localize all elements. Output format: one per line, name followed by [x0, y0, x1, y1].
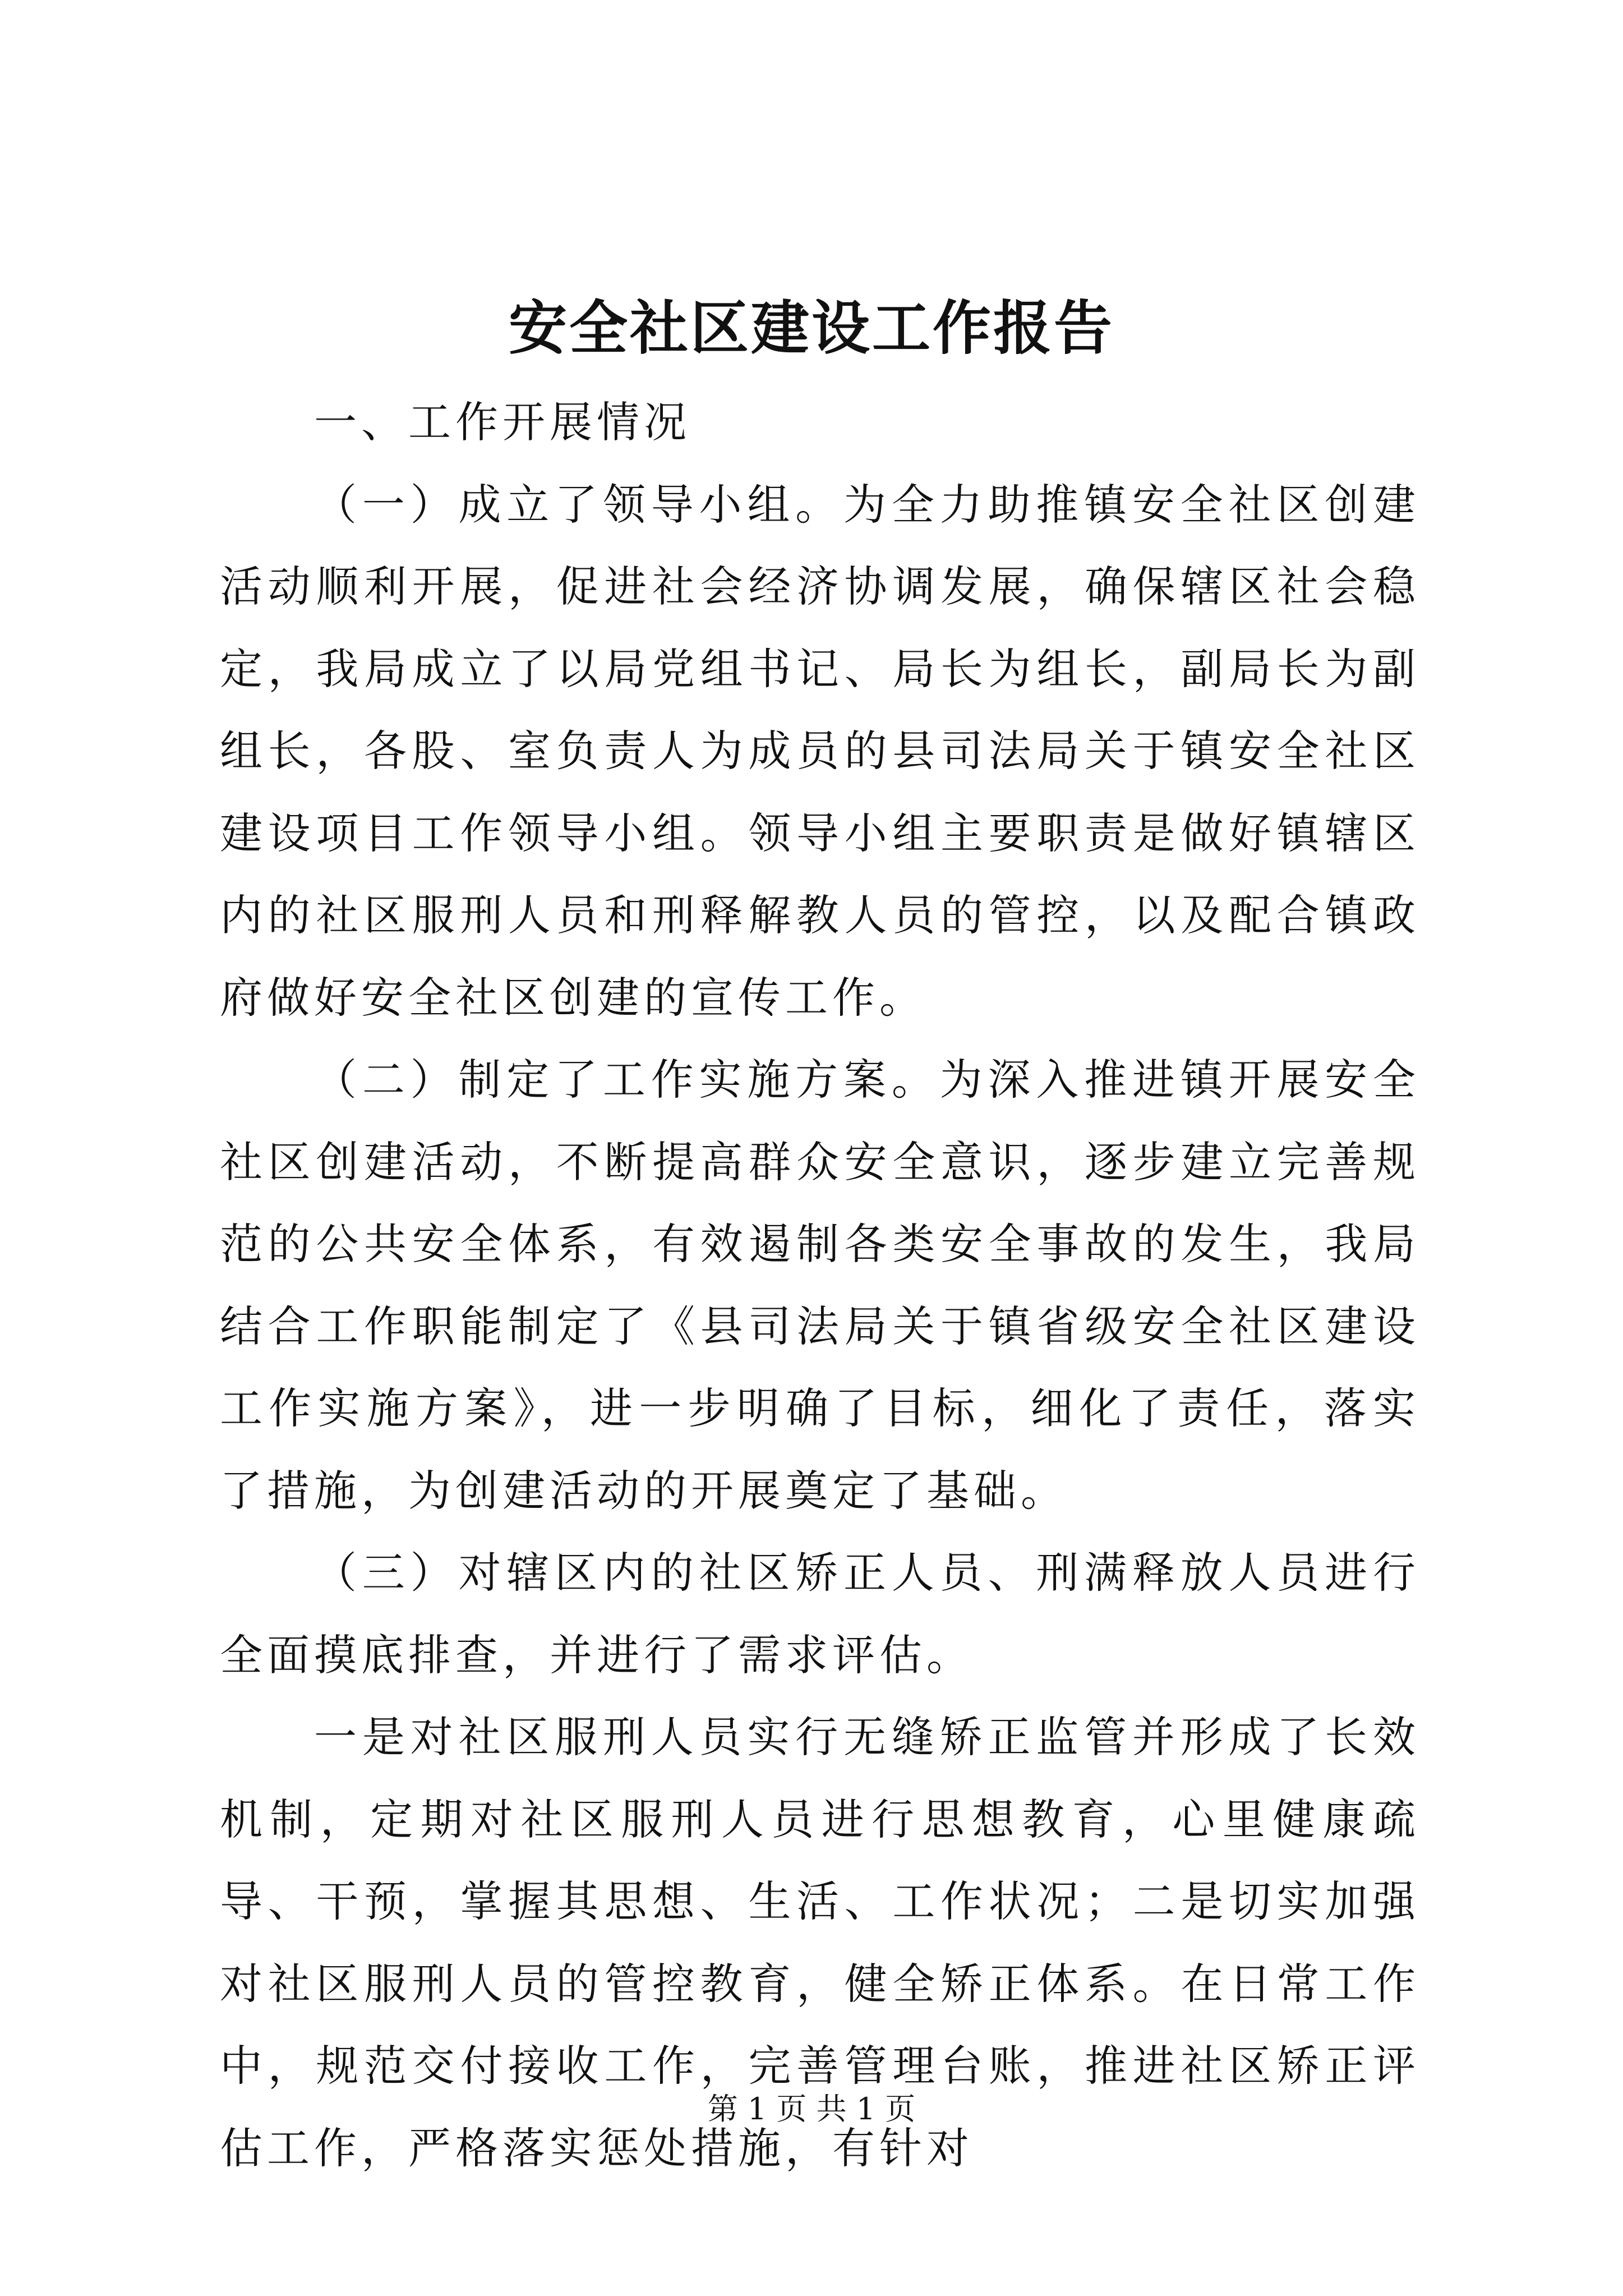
paragraph-4: 一是对社区服刑人员实行无缝矫正监管并形成了长效机制，定期对社区服刑人员进行思想教育，心里健康疏导、干预，掌握其思想、生活、工作状况；二是切实加强对社区服刑人员的管控教育，健全矫正体系。在日常工作中，规范交付接收工作，完善管理台账，推进社区矫正评估工作，严格落实惩处措施，有针对	[220, 1712, 1420, 2173]
paragraph-1: （一）成立了领导小组。为全力助推镇安全社区创建活动顺利开展，促进社会经济协调发展，确保辖区社会稳定，我局成立了以局党组书记、局长为组长，副局长为副组长，各股、室负责人为成员的县司法局关于镇安全社区建设项目工作领导小组。领导小组主要职责是做好镇辖区内的社区服刑人员和刑释解教人员的管控，以及配合镇政府做好安全社区创建的宣传工作。	[220, 479, 1420, 1023]
paragraph-2: （二）制定了工作实施方案。为深入推进镇开展安全社区创建活动，不断提高群众安全意识，逐步建立完善规范的公共安全体系，有效遏制各类安全事故的发生，我局结合工作职能制定了《县司法局关于镇省级安全社区建设工作实施方案》，进一步明确了目标，细化了责任，落实了措施，为创建活动的开展奠定了基础。	[220, 1055, 1420, 1516]
document-body	[220, 381, 1420, 2189]
paragraph-3: （三）对辖区内的社区矫正人员、刑满释放人员进行全面摸底排查，并进行了需求评估。	[220, 1548, 1420, 1680]
page-footer: 第 1 页 共 1 页	[707, 2091, 916, 2127]
section-heading: 一、工作开展情况	[314, 397, 691, 447]
document-title: 安全社区建设工作报告	[508, 293, 1114, 362]
